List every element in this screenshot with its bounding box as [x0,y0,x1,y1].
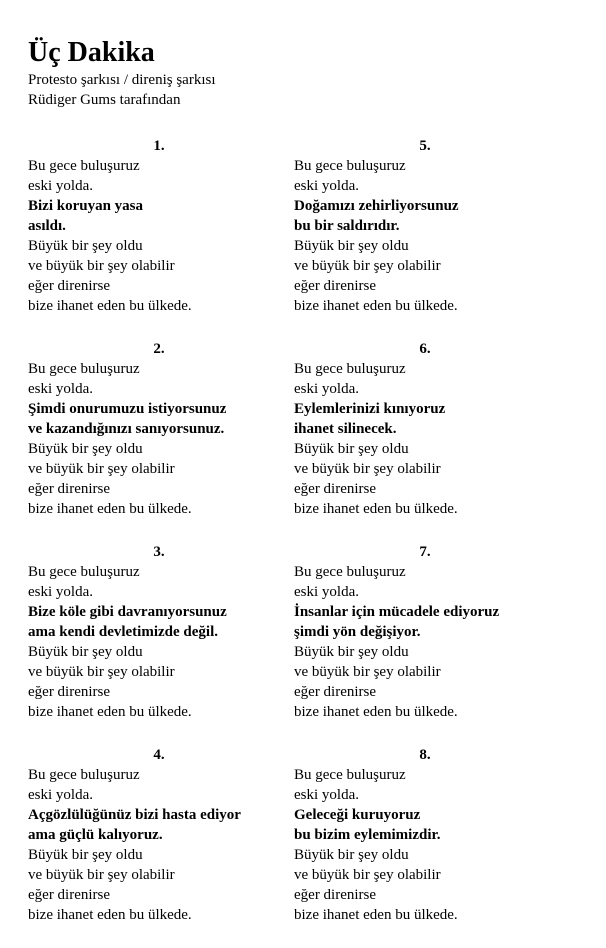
verse-column-right [294,136,556,948]
verse-line: eski yolda. [294,381,359,397]
verse-line-emphasis: bu bir saldırıdır. [294,218,400,234]
verse-line: bize ihanet eden bu ülkede. [294,501,458,517]
verse-line-emphasis: Bize köle gibi davranıyorsunuz [28,604,227,620]
verse-line-emphasis: ve kazandığınızı sanıyorsunuz. [28,421,225,437]
verse-line: eski yolda. [294,787,359,803]
verse-line: ve büyük bir şey olabilir [294,664,441,680]
verse-number: 7. [419,544,431,560]
verse-7 [294,542,556,745]
verse-line: ve büyük bir şey olabilir [294,867,441,883]
verse-line: eğer direnirse [294,887,377,903]
song-author: Rüdiger Gums tarafından [28,92,181,108]
verse-number: 3. [153,544,165,560]
verse-line: bize ihanet eden bu ülkede. [28,501,192,517]
verse-line: eski yolda. [294,178,359,194]
verse-line: Büyük bir şey oldu [28,847,143,863]
verse-number: 4. [153,747,165,763]
verse-line: ve büyük bir şey olabilir [294,461,441,477]
verse-line: Bu gece buluşuruz [294,767,406,783]
verse-line: bize ihanet eden bu ülkede. [28,704,192,720]
verse-line: Bu gece buluşuruz [28,158,140,174]
verse-line-emphasis: ama güçlü kalıyoruz. [28,827,163,843]
verse-number: 5. [419,138,431,154]
verse-line: eğer direnirse [28,481,111,497]
verse-line: Bu gece buluşuruz [294,564,406,580]
verse-line: eğer direnirse [294,481,377,497]
verse-line: Büyük bir şey oldu [294,644,409,660]
verse-line-emphasis: Şimdi onurumuzu istiyorsunuz [28,401,227,417]
verse-number: 6. [419,341,431,357]
verse-line: Bu gece buluşuruz [294,158,406,174]
verse-line: eski yolda. [28,178,93,194]
verse-line: eski yolda. [294,584,359,600]
verse-6 [294,339,556,542]
verse-line: ve büyük bir şey olabilir [28,664,175,680]
verse-line: eğer direnirse [294,684,377,700]
song-document [28,36,588,923]
verse-line: eğer direnirse [294,278,377,294]
verse-number: 1. [153,138,165,154]
verse-number: 8. [419,747,431,763]
verse-line: Büyük bir şey oldu [28,441,143,457]
verse-line-emphasis: bu bizim eylemimizdir. [294,827,441,843]
verse-line-emphasis: asıldı. [28,218,66,234]
verse-line: eski yolda. [28,381,93,397]
verse-line: Bu gece buluşuruz [28,767,140,783]
verse-line: eğer direnirse [28,278,111,294]
verse-line: bize ihanet eden bu ülkede. [294,298,458,314]
verse-line-emphasis: Bizi koruyan yasa [28,198,144,214]
verse-line-emphasis: Açgözlülüğünüz bizi hasta ediyor [28,807,241,823]
verse-line: eski yolda. [28,787,93,803]
verse-line: ve büyük bir şey olabilir [28,461,175,477]
song-subtitle: Protesto şarkısı / direniş şarkısı [28,72,216,88]
verse-line: Bu gece buluşuruz [28,564,140,580]
verse-line: ve büyük bir şey olabilir [294,258,441,274]
verse-line-emphasis: Geleceği kuruyoruz [294,807,421,823]
verse-3 [28,542,290,745]
verse-line: Bu gece buluşuruz [294,361,406,377]
verse-number: 2. [153,341,165,357]
verse-2 [28,339,290,542]
verse-line-emphasis: Eylemlerinizi kınıyoruz [294,401,446,417]
verse-line: Büyük bir şey oldu [294,847,409,863]
verse-line: ve büyük bir şey olabilir [28,258,175,274]
verse-line-emphasis: ihanet silinecek. [294,421,397,437]
verse-line: Büyük bir şey oldu [28,644,143,660]
verse-line: bize ihanet eden bu ülkede. [28,298,192,314]
verse-line-emphasis: şimdi yön değişiyor. [294,624,421,640]
verse-line-emphasis: Doğamızı zehirliyorsunuz [294,198,459,214]
song-title: Üç Dakika [28,37,155,68]
verse-line: bize ihanet eden bu ülkede. [294,907,458,923]
verse-line: Bu gece buluşuruz [28,361,140,377]
verse-line: bize ihanet eden bu ülkede. [294,704,458,720]
verse-line: eğer direnirse [28,684,111,700]
verse-line: eski yolda. [28,584,93,600]
verse-column-left [28,136,290,948]
verse-line-emphasis: ama kendi devletimizde değil. [28,624,218,640]
verse-line-emphasis: İnsanlar için mücadele ediyoruz [294,604,500,620]
verse-line: Büyük bir şey oldu [28,238,143,254]
verse-line: Büyük bir şey oldu [294,238,409,254]
verse-line: eğer direnirse [28,887,111,903]
verse-1 [28,136,290,339]
verse-5 [294,136,556,339]
verse-line: bize ihanet eden bu ülkede. [28,907,192,923]
verse-4 [28,745,290,948]
verse-line: ve büyük bir şey olabilir [28,867,175,883]
verse-line: Büyük bir şey oldu [294,441,409,457]
verse-8 [294,745,556,948]
